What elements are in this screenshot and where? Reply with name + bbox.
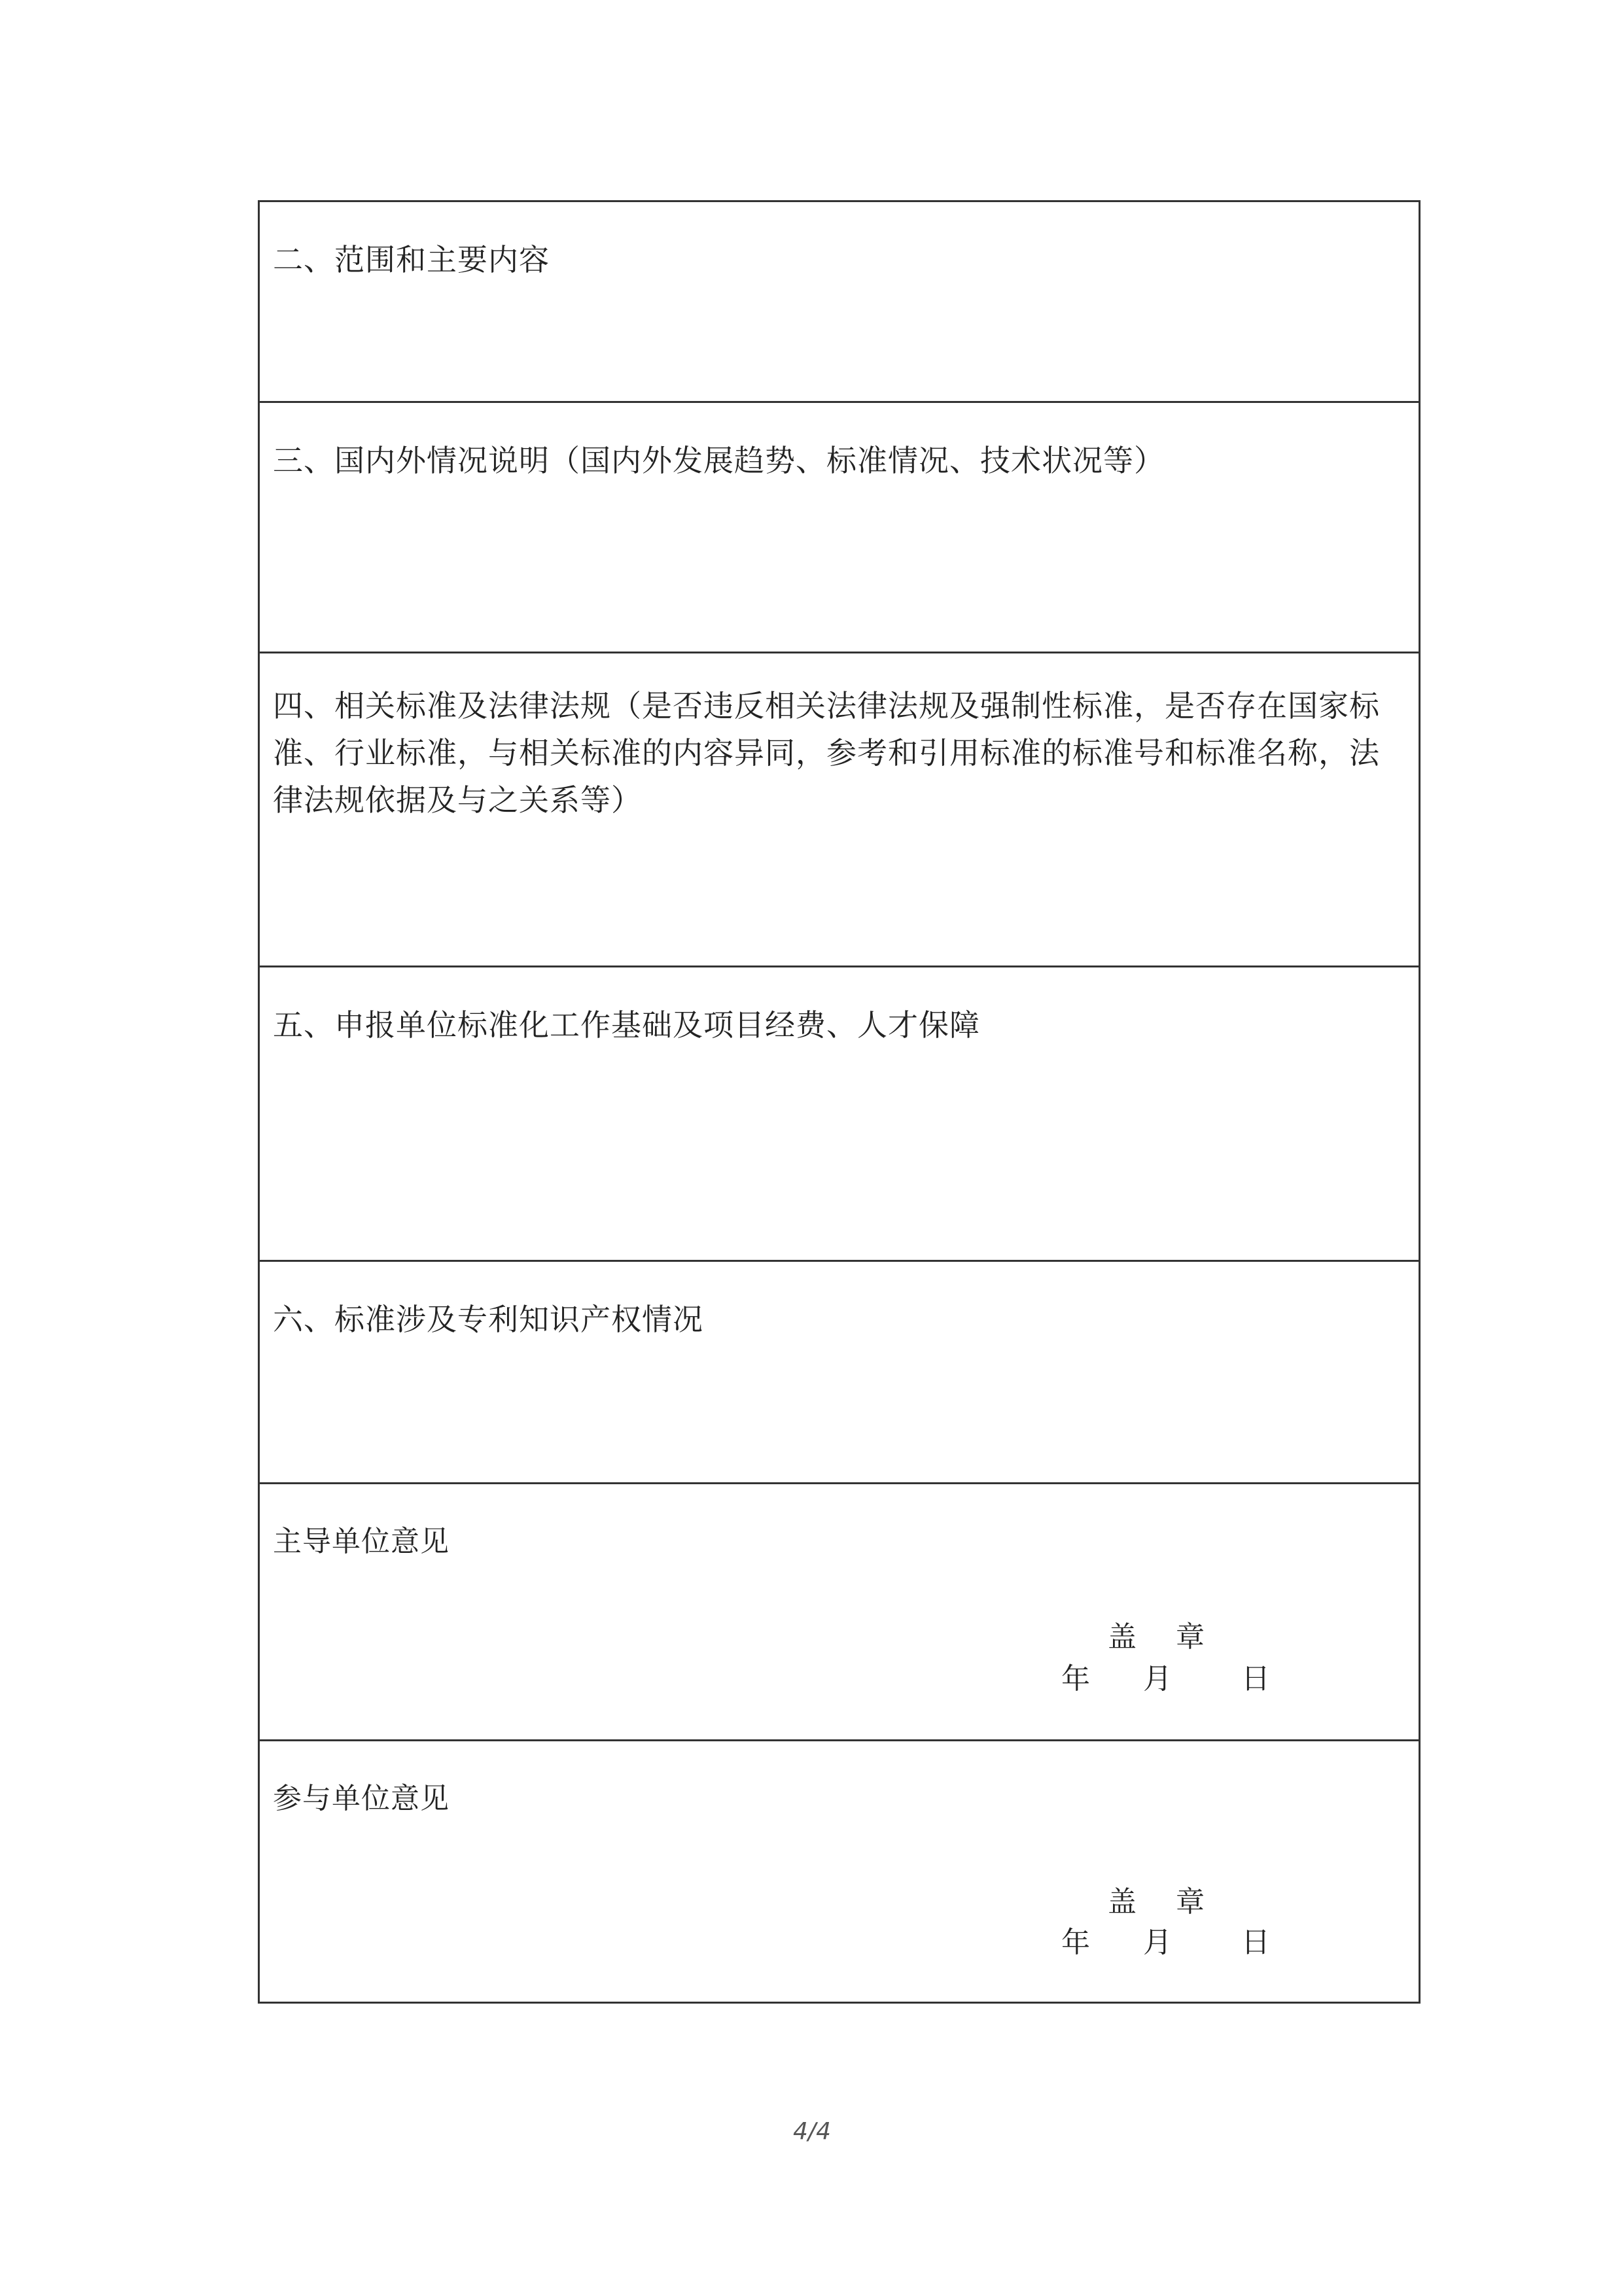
date-day-label: 日 — [1241, 1926, 1270, 1959]
section-patent-ip-heading: 六、标准涉及专利知识产权情况 — [273, 1302, 703, 1337]
date-year-label: 年 — [1061, 1662, 1090, 1696]
date-month-label: 月 — [1143, 1926, 1172, 1959]
section-patent-ip — [260, 1262, 1419, 1484]
section-applicant-foundation — [260, 967, 1419, 1262]
lead-unit-seal-label: 盖章 — [1108, 1620, 1244, 1654]
section-domestic-foreign — [260, 403, 1419, 653]
date-month-label: 月 — [1143, 1662, 1172, 1696]
section-lead-unit-opinion — [260, 1484, 1419, 1741]
section-domestic-foreign-heading: 三、国内外情况说明（国内外发展趋势、标准情况、技术状况等） — [273, 443, 1165, 478]
lead-unit-date — [1061, 1660, 1270, 1699]
section-related-standards — [260, 653, 1419, 967]
participant-unit-opinion-label: 参与单位意见 — [273, 1782, 450, 1815]
date-year-label: 年 — [1061, 1926, 1090, 1959]
section-related-standards-heading: 四、相关标准及法律法规（是否违反相关法律法规及强制性标准，是否存在国家标准、行业标准，与相关标准的内容异同，参考和引用标准的标准号和标准名称，法律法规依据及与之关系等） — [273, 688, 1380, 818]
participant-unit-seal-label: 盖章 — [1108, 1885, 1244, 1919]
lead-unit-opinion-label: 主导单位意见 — [273, 1525, 450, 1558]
participant-unit-date — [1061, 1923, 1270, 1962]
section-scope-heading: 二、范围和主要内容 — [273, 242, 550, 277]
section-applicant-foundation-heading: 五、申报单位标准化工作基础及项目经费、人才保障 — [273, 1007, 980, 1043]
application-form-table — [258, 200, 1421, 2004]
page-number: 4/4 — [793, 2118, 831, 2145]
section-scope — [260, 202, 1419, 403]
date-day-label: 日 — [1241, 1662, 1270, 1696]
section-participant-unit-opinion — [260, 1741, 1419, 2002]
